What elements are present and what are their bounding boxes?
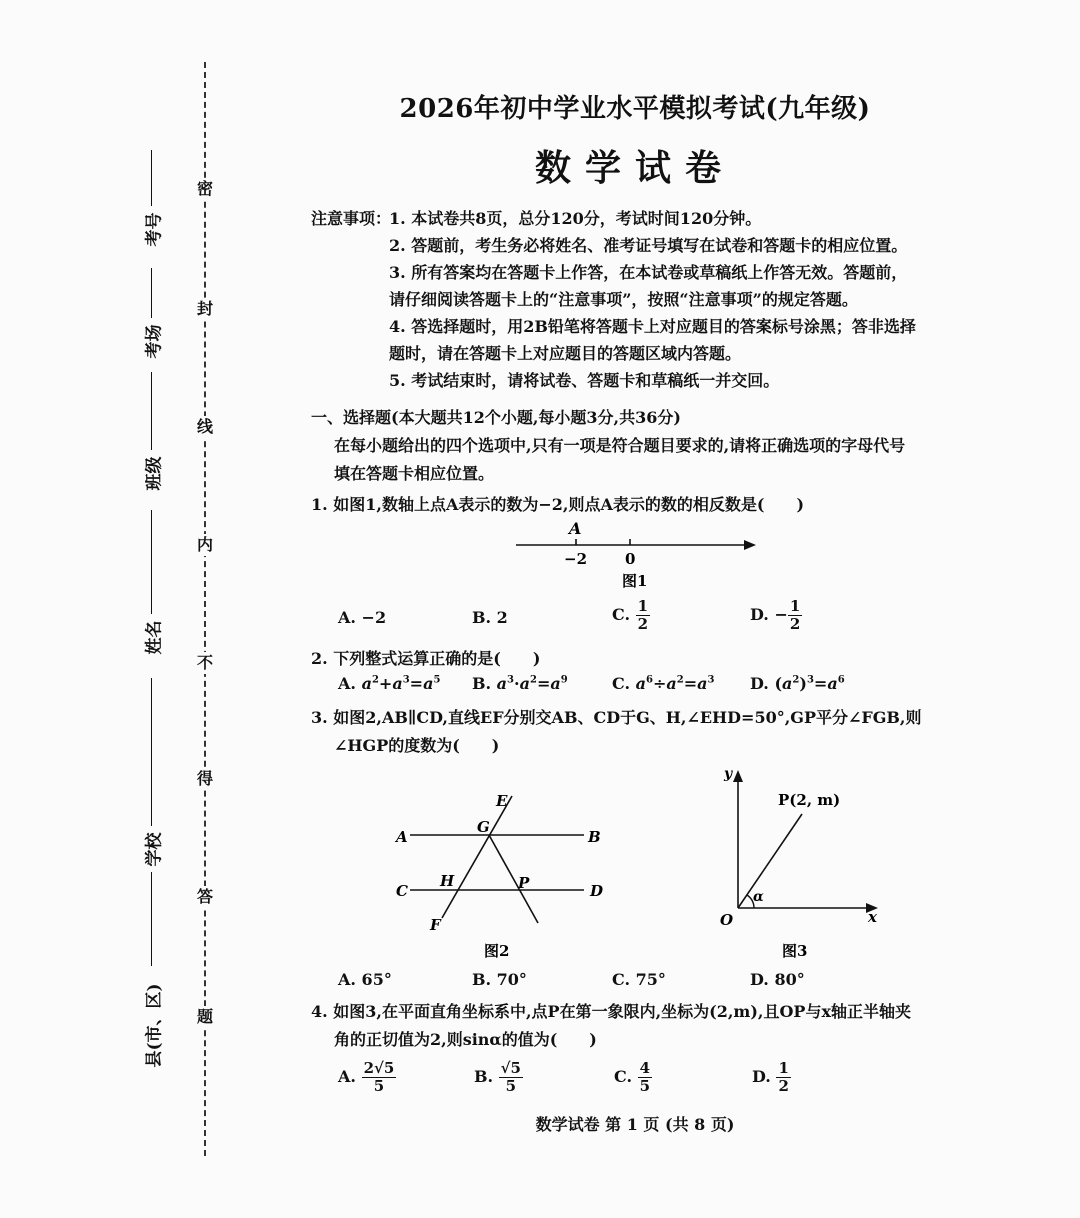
figure-1-caption: 图1	[622, 572, 648, 590]
notice-line: 题时，请在答题卡上对应题目的答题区域内答题。	[389, 344, 742, 363]
q4-option-d[interactable]	[752, 1060, 791, 1095]
option-prefix: B.	[474, 1067, 494, 1086]
label-p: P	[518, 874, 530, 892]
question-4-text: 4. 如图3,在平面直角坐标系中,点P在第一象限内,坐标为(2,m),且OP与x轴正半轴夹	[311, 1002, 912, 1021]
notice-line: 2. 答题前，考生务必将姓名、准考证号填写在试卷和答题卡的相应位置。	[389, 236, 908, 255]
figure-3-caption: 图3	[782, 942, 808, 960]
class-line	[151, 372, 152, 450]
numerator: 2√5	[363, 1059, 395, 1077]
denominator: 5	[505, 1077, 517, 1095]
question-2-text: 2. 下列整式运算正确的是( )	[311, 649, 541, 668]
q1-option-c[interactable]	[612, 598, 650, 633]
option-prefix: A.	[338, 674, 356, 693]
question-4-text: 角的正切值为2,则sinα的值为( )	[334, 1030, 597, 1049]
q1-option-a[interactable]: A. −2	[338, 608, 387, 627]
name-label: 姓名	[144, 620, 165, 655]
class-label: 班级	[144, 456, 165, 491]
exam-room-label: 考场	[144, 324, 165, 359]
school-label: 学校	[144, 832, 165, 867]
seal-char: 内	[196, 535, 213, 554]
denominator: 5	[639, 1077, 651, 1095]
notice-line: 1. 本试卷共8页，总分120分，考试时间120分钟。	[389, 209, 762, 228]
q4-option-c[interactable]	[614, 1060, 652, 1095]
q1-option-d[interactable]	[750, 598, 802, 633]
ray-gp	[489, 835, 538, 923]
q3-option-b[interactable]: B. 70°	[472, 970, 527, 989]
y-axis-arrow	[733, 770, 743, 782]
seal-char: 密	[196, 179, 213, 198]
notice-line: 3. 所有答案均在答题卡上作答，在本试卷或草稿纸上作答无效。答题前，	[389, 263, 908, 282]
exam-number-label: 考号	[144, 212, 165, 247]
label-a: A	[396, 828, 408, 846]
denominator: 2	[778, 1077, 789, 1095]
number-line-arrow	[744, 540, 756, 550]
fraction	[499, 1060, 523, 1095]
denominator: 5	[373, 1077, 385, 1095]
section-intro: 在每小题给出的四个选项中,只有一项是符合题目要求的,请将正确选项的字母代号	[334, 436, 906, 455]
seal-char: 题	[196, 1007, 213, 1026]
label-g: G	[477, 818, 490, 836]
figure-1-number-line	[500, 512, 770, 594]
label-x: x	[868, 908, 877, 926]
label-f: F	[430, 916, 441, 934]
tick-zero-label: 0	[625, 550, 636, 568]
q2-option-c[interactable]: C. $a^6\div a^2=a^3$	[612, 674, 715, 693]
exam-subtitle: 数学试卷	[534, 148, 735, 189]
label-origin: O	[720, 911, 734, 929]
label-c: C	[396, 882, 408, 900]
q1-option-b[interactable]: B. 2	[472, 608, 508, 627]
exam-number-line	[151, 150, 152, 206]
q3-option-a[interactable]: A. 65°	[338, 970, 392, 989]
numerator: 1	[778, 1059, 789, 1077]
numerator: 1	[637, 597, 649, 615]
seal-char: 不	[196, 653, 213, 672]
seal-char: 答	[196, 887, 213, 906]
fraction	[636, 598, 650, 633]
label-y: y	[724, 766, 733, 782]
seal-dashed-line	[204, 62, 206, 1156]
q4-option-a[interactable]	[338, 1060, 396, 1095]
numerator: 1	[789, 597, 801, 615]
option-prefix: D.	[750, 674, 769, 693]
denominator: 2	[637, 615, 649, 633]
q2-option-d[interactable]: D. $(a^2)^3=a^6$	[750, 674, 845, 693]
label-h: H	[440, 872, 455, 890]
fraction	[776, 1060, 790, 1095]
section-title: 一、选择题(本大题共12个小题,每小题3分,共36分)	[311, 408, 681, 427]
county-line	[151, 872, 152, 966]
notice-line: 请仔细阅读答题卡上的“注意事项”，按照“注意事项”的规定答题。	[389, 290, 858, 309]
numerator: 4	[639, 1059, 651, 1077]
q3-option-d[interactable]: D. 80°	[750, 970, 805, 989]
fraction	[788, 598, 802, 633]
option-prefix: C.	[612, 674, 631, 693]
section-intro: 填在答题卡相应位置。	[334, 464, 495, 483]
notice-label: 注意事项：	[311, 209, 392, 228]
page-footer: 数学试卷 第 1 页 (共 8 页)	[535, 1115, 735, 1134]
figure-2-caption: 图2	[484, 942, 510, 960]
numerator: √5	[500, 1059, 521, 1077]
notice-line: 5. 考试结束时，请将试卷、答题卡和草稿纸一并交回。	[389, 371, 780, 390]
q3-option-c[interactable]: C. 75°	[612, 970, 666, 989]
figure-2-parallel-lines	[380, 780, 640, 965]
option-prefix: C.	[612, 605, 631, 624]
exam-room-line	[151, 268, 152, 318]
label-b: B	[588, 828, 601, 846]
label-alpha: α	[753, 889, 764, 905]
label-point-p: P(2, m)	[778, 791, 841, 809]
option-prefix: A.	[338, 1067, 356, 1086]
ray-op	[738, 814, 802, 908]
option-prefix: B.	[472, 674, 492, 693]
option-prefix: D.	[752, 1067, 771, 1086]
q2-option-a[interactable]: A. $a^2+a^3=a^5$	[338, 674, 441, 693]
tick-neg2-label: −2	[564, 550, 588, 568]
question-3-text: ∠HGP的度数为( )	[334, 736, 500, 755]
point-a-label: A	[569, 519, 582, 538]
label-d: D	[590, 882, 604, 900]
option-prefix: C.	[614, 1067, 633, 1086]
seal-char: 线	[196, 417, 213, 436]
question-1-text: 1. 如图1,数轴上点A表示的数为−2,则点A表示的数的相反数是( )	[311, 495, 805, 514]
question-3-text: 3. 如图2,AB∥CD,直线EF分别交AB、CD于G、H,∠EHD=50°,GP平分∠FGB,则	[311, 708, 922, 727]
option-prefix: D. −	[750, 605, 788, 624]
q4-option-b[interactable]	[474, 1060, 523, 1095]
name-line	[151, 510, 152, 614]
q2-option-b[interactable]: B. $a^3\cdot a^2=a^9$	[472, 674, 568, 693]
denominator: 2	[789, 615, 801, 633]
fraction	[638, 1060, 652, 1095]
notice-line: 4. 答选择题时，用2B铅笔将答题卡上对应题目的答案标号涂黑；答非选择	[389, 317, 916, 336]
label-e: E	[496, 792, 508, 810]
county-label: 县(市、区)	[144, 983, 165, 1068]
seal-char: 封	[196, 299, 213, 318]
seal-char: 得	[196, 769, 213, 788]
fraction	[362, 1060, 397, 1095]
exam-title: 2026年初中学业水平模拟考试(九年级)	[399, 94, 871, 124]
school-line	[151, 678, 152, 826]
figure-3-coordinate-plane	[710, 758, 890, 968]
